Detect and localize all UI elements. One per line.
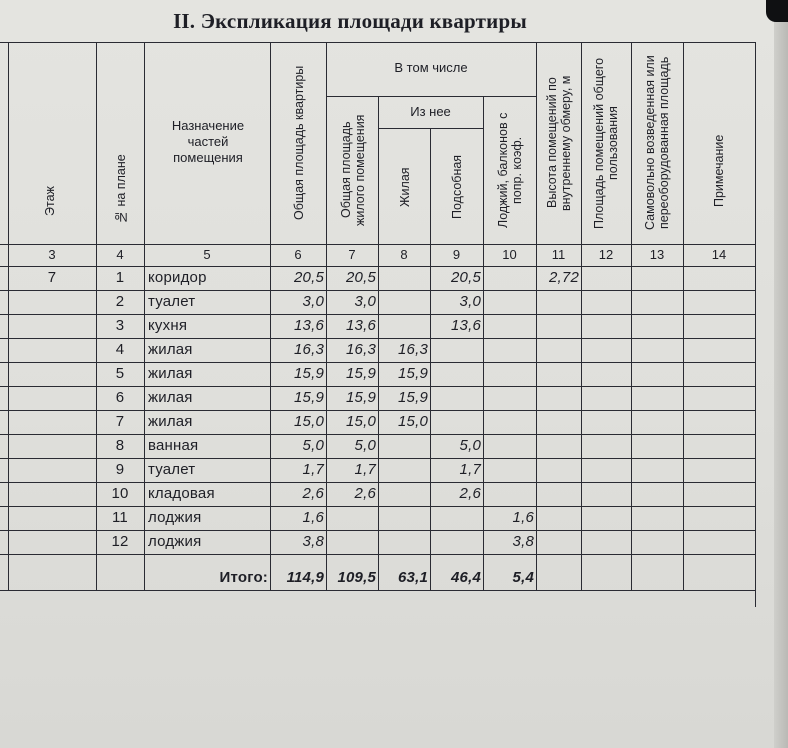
table-gridline (0, 42, 756, 43)
header-plan-number: № на плане (114, 154, 128, 224)
table-cell: 2,6 (302, 485, 324, 502)
table-cell: 9 (115, 461, 125, 478)
table-cell: 5,0 (459, 437, 481, 454)
total-living-area: 109,5 (337, 569, 376, 586)
table-cell: жилая (148, 389, 193, 406)
column-number: 7 (348, 247, 356, 262)
header-floor: Этаж (43, 186, 57, 216)
table-cell: лоджия (148, 509, 202, 526)
column-number: 4 (116, 247, 124, 262)
table-cell: 15,9 (294, 365, 324, 382)
header-note: Примечание (712, 134, 726, 208)
table-cell: 20,5 (346, 269, 376, 286)
table-cell: 16,3 (398, 341, 428, 358)
table-cell: 5 (115, 365, 125, 382)
header-auxiliary: Подсобная (450, 154, 464, 220)
table-cell: жилая (148, 365, 193, 382)
table-gridline (581, 42, 582, 590)
table-cell (483, 410, 534, 434)
table-cell (483, 290, 534, 314)
table-cell: 20,5 (451, 269, 481, 286)
table-cell: 3,0 (459, 293, 481, 310)
table-cell: 16,3 (294, 341, 324, 358)
table-cell: коридор (148, 269, 207, 286)
table-cell: 7 (115, 413, 125, 430)
column-number: 5 (203, 247, 211, 262)
table-cell: 20,5 (294, 269, 324, 286)
table-cell: 10 (111, 485, 129, 502)
table-cell: 15,9 (398, 389, 428, 406)
totals-label: Итого: (219, 569, 268, 586)
table-cell (483, 338, 534, 362)
table-cell: туалет (148, 461, 196, 478)
table-cell: 1 (115, 269, 125, 286)
table-cell: жилая (148, 341, 193, 358)
table-cell: 2,6 (354, 485, 376, 502)
table-cell: 11 (112, 509, 128, 526)
table-cell (430, 410, 481, 434)
photo-corner-shadow (766, 0, 788, 22)
table-cell (378, 290, 428, 314)
total-loggia: 5,4 (512, 569, 534, 586)
table-cell (483, 314, 534, 338)
table-cell (483, 266, 534, 290)
column-number: 12 (598, 247, 614, 262)
table-cell (378, 314, 428, 338)
table-cell (430, 338, 481, 362)
column-number: 13 (649, 247, 665, 262)
table-cell (378, 266, 428, 290)
table-cell (483, 434, 534, 458)
table-cell: 15,9 (346, 389, 376, 406)
table-cell: 3,0 (302, 293, 324, 310)
table-cell: 1,6 (512, 509, 534, 526)
header-total-area: Общая площадь квартиры (292, 65, 306, 221)
total-area: 114,9 (286, 569, 324, 586)
header-height: Высота помещений по внутреннему обмеру, м (545, 75, 573, 211)
table-cell: 7 (47, 269, 57, 286)
table-cell (430, 530, 481, 554)
table-cell: 6 (115, 389, 125, 406)
column-number: 11 (551, 247, 566, 262)
table-cell: 15,0 (398, 413, 428, 430)
table-gridline (0, 590, 756, 591)
table-cell (378, 530, 428, 554)
column-number: 3 (48, 247, 56, 262)
table-cell: лоджия (148, 533, 202, 550)
header-balconies: Лоджий, балконов с попр. коэф. (496, 112, 524, 228)
table-cell: 5,0 (354, 437, 376, 454)
header-living: Жилая (398, 167, 412, 207)
column-number: 10 (502, 247, 517, 262)
table-cell: 4 (115, 341, 125, 358)
table-cell: 15,9 (398, 365, 428, 382)
table-cell: 1,7 (302, 461, 324, 478)
table-gridline (8, 42, 9, 590)
column-number: 9 (452, 247, 461, 262)
table-cell (430, 362, 481, 386)
table-cell (378, 482, 428, 506)
table-cell: 3,8 (512, 533, 534, 550)
table-gridline (536, 42, 537, 590)
table-cell: 2 (115, 293, 125, 310)
column-number: 6 (294, 247, 302, 262)
table-cell: 13,6 (346, 317, 376, 334)
table-gridline (631, 42, 632, 590)
table-cell: 15,0 (346, 413, 376, 430)
table-cell: 2,72 (549, 269, 579, 286)
table-gridline (144, 42, 145, 590)
table-cell: 12 (111, 533, 129, 550)
column-number: 14 (711, 247, 727, 262)
table-cell: 15,0 (294, 413, 324, 430)
table-cell: 3,0 (354, 293, 376, 310)
table-cell: 2,6 (459, 485, 481, 502)
table-cell: жилая (148, 413, 193, 430)
header-purpose: Назначение частей помещения (171, 118, 245, 165)
table-cell: 1,7 (459, 461, 481, 478)
header-of-which: Из нее (410, 104, 451, 119)
table-cell: 3 (115, 317, 125, 334)
table-cell: 3,8 (302, 533, 324, 550)
table-cell: 15,9 (346, 365, 376, 382)
table-gridline (683, 42, 684, 590)
table-cell: 16,3 (346, 341, 376, 358)
header-unauthorized-area: Самовольно возведенная или переоборудованная площадь (643, 55, 671, 231)
total-auxiliary: 46,4 (451, 569, 481, 586)
table-cell: 1,7 (354, 461, 376, 478)
table-cell: 1,6 (302, 509, 324, 526)
table-cell: кухня (148, 317, 188, 334)
explication-table (0, 42, 756, 607)
table-cell (326, 506, 376, 530)
total-living: 63,1 (398, 569, 428, 586)
table-cell: 13,6 (294, 317, 324, 334)
table-cell (378, 458, 428, 482)
table-cell (378, 434, 428, 458)
table-cell: 13,6 (451, 317, 481, 334)
table-cell (483, 386, 534, 410)
table-cell: 5,0 (302, 437, 324, 454)
page-edge (774, 0, 788, 748)
table-cell (378, 506, 428, 530)
table-cell (326, 530, 376, 554)
document-title: II. Экспликация площади квартиры (173, 9, 527, 33)
header-common-area: Площадь помещений общего пользования (592, 57, 620, 229)
table-cell: ванная (148, 437, 199, 454)
header-including: В том числе (394, 60, 468, 75)
table-gridline (755, 42, 756, 607)
table-gridline (0, 554, 756, 555)
table-cell (430, 386, 481, 410)
table-cell (430, 506, 481, 530)
table-cell (483, 458, 534, 482)
table-cell (483, 482, 534, 506)
table-gridline (378, 128, 483, 129)
table-cell: туалет (148, 293, 196, 310)
table-cell: кладовая (148, 485, 215, 502)
column-number: 8 (400, 247, 408, 262)
table-cell: 15,9 (294, 389, 324, 406)
table-gridline (326, 96, 536, 97)
table-cell (483, 362, 534, 386)
table-cell: 8 (115, 437, 125, 454)
header-living-total: Общая площадь жилого помещения (339, 114, 367, 226)
